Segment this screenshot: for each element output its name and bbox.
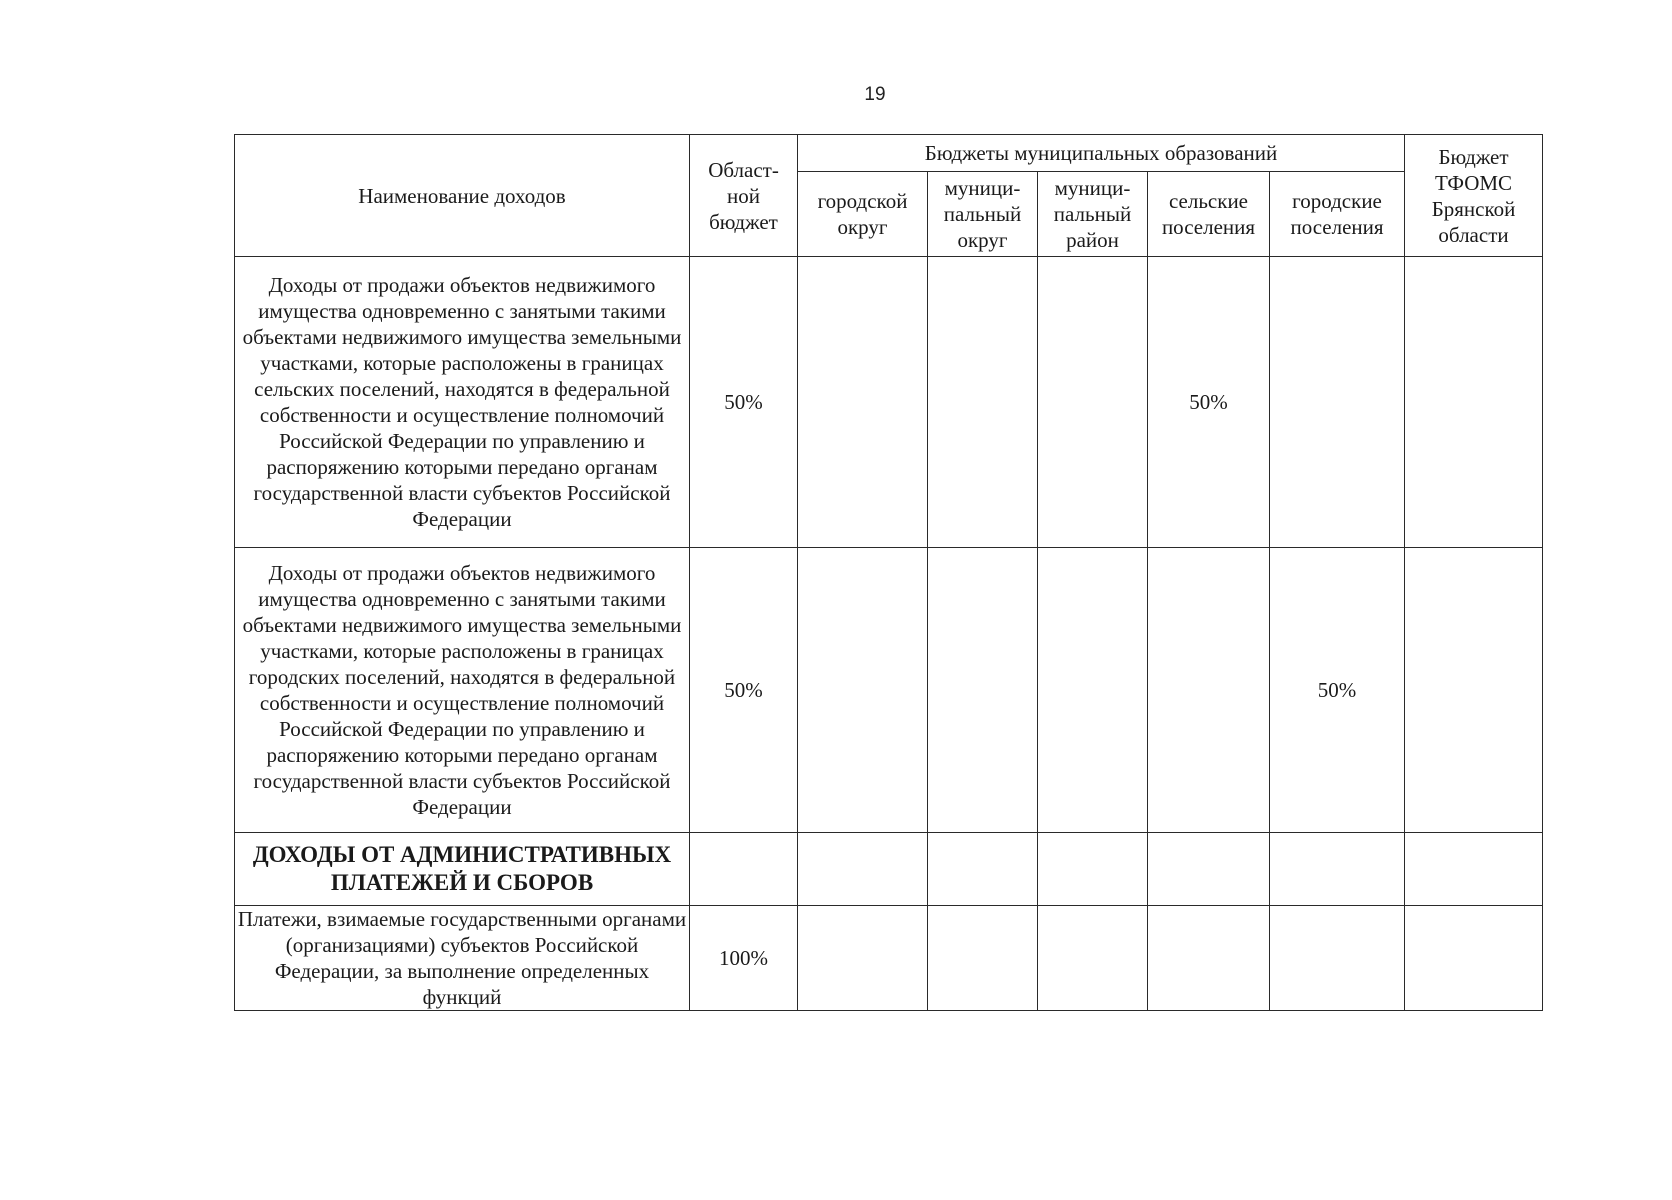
table-row xyxy=(235,257,1543,548)
page-number: 19 xyxy=(864,84,886,105)
urban-share xyxy=(1270,906,1405,1011)
tfoms-share xyxy=(1405,833,1543,906)
regional-share: 50% xyxy=(690,257,798,548)
regional-share: 100% xyxy=(690,906,798,1011)
municipal-raion-share xyxy=(1038,257,1148,548)
header-municipal-okrug: муници- пальный округ xyxy=(928,172,1038,257)
header-income-name: Наименование доходов xyxy=(235,135,690,257)
table-row xyxy=(235,548,1543,833)
income-name: Доходы от продажи объектов недвижимого имущества одновременно с занятыми такими объектами недвижимого имущества земельными участками, которые расположены в границах сельских поселений, находятся в федеральной собственности и осуществление полномочий Российской Федерации по управлению и распоряжению которыми передано органам государственной власти субъектов Российской Федерации xyxy=(235,257,690,548)
regional-share xyxy=(690,833,798,906)
municipal-okrug-share xyxy=(928,833,1038,906)
header-regional-budget: Област- ной бюджет xyxy=(690,135,798,257)
header-tfoms-budget: Бюджет ТФОМС Брянской области xyxy=(1405,135,1543,257)
header-municipal-raion: муници- пальный район xyxy=(1038,172,1148,257)
tfoms-share xyxy=(1405,257,1543,548)
tfoms-share xyxy=(1405,906,1543,1011)
municipal-raion-share xyxy=(1038,548,1148,833)
section-row xyxy=(235,833,1543,906)
tfoms-share xyxy=(1405,548,1543,833)
municipal-raion-share xyxy=(1038,833,1148,906)
rural-share xyxy=(1148,906,1270,1011)
header-city-district: городской округ xyxy=(798,172,928,257)
municipal-okrug-share xyxy=(928,257,1038,548)
header-municipal-budgets: Бюджеты муниципальных образований xyxy=(798,135,1405,172)
rural-share: 50% xyxy=(1148,257,1270,548)
section-title: ДОХОДЫ ОТ АДМИНИСТРАТИВНЫХ ПЛАТЕЖЕЙ И СБОРОВ xyxy=(235,833,690,906)
city-district-share xyxy=(798,906,928,1011)
urban-share xyxy=(1270,833,1405,906)
rural-share xyxy=(1148,833,1270,906)
header-urban-settlements: городские поселения xyxy=(1270,172,1405,257)
income-name: Платежи, взимаемые государственными органами (организациями) субъектов Российской Федерации, за выполнение определенных функций xyxy=(235,906,690,1011)
municipal-okrug-share xyxy=(928,906,1038,1011)
regional-share: 50% xyxy=(690,548,798,833)
table-row xyxy=(235,906,1543,1011)
income-name: Доходы от продажи объектов недвижимого имущества одновременно с занятыми такими объектами недвижимого имущества земельными участками, которые расположены в границах городских поселений, находятся в федеральной собственности и осуществление полномочий Российской Федерации по управлению и распоряжению которыми передано органам государственной власти субъектов Российской Федерации xyxy=(235,548,690,833)
city-district-share xyxy=(798,257,928,548)
city-district-share xyxy=(798,833,928,906)
urban-share: 50% xyxy=(1270,548,1405,833)
urban-share xyxy=(1270,257,1405,548)
municipal-okrug-share xyxy=(928,548,1038,833)
city-district-share xyxy=(798,548,928,833)
header-rural-settlements: сельские поселения xyxy=(1148,172,1270,257)
municipal-raion-share xyxy=(1038,906,1148,1011)
rural-share xyxy=(1148,548,1270,833)
revenue-distribution-table xyxy=(234,134,1543,1011)
